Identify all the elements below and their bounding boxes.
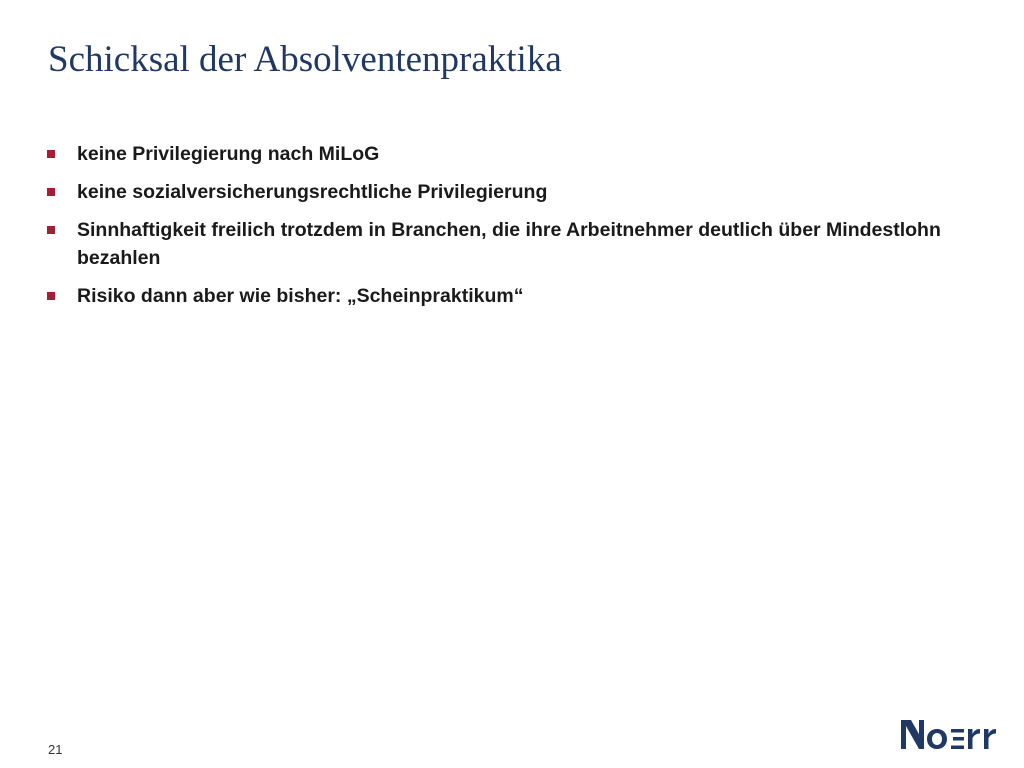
square-bullet-icon bbox=[47, 226, 55, 234]
square-bullet-icon bbox=[47, 292, 55, 300]
bullet-text: keine sozialversicherungsrechtliche Privilegierung bbox=[77, 181, 548, 203]
noerr-logo bbox=[900, 712, 1006, 756]
bullet-item bbox=[47, 216, 967, 272]
bullet-item bbox=[47, 178, 967, 206]
bullet-text: keine Privilegierung nach MiLoG bbox=[77, 143, 380, 165]
page-number: 21 bbox=[48, 742, 63, 757]
bullet-list bbox=[47, 140, 967, 320]
square-bullet-icon bbox=[47, 188, 55, 196]
slide-title: Schicksal der Absolventenpraktika bbox=[48, 39, 562, 80]
square-bullet-icon bbox=[47, 150, 55, 158]
bullet-item bbox=[47, 140, 967, 168]
bullet-text: Risiko dann aber wie bisher: „Scheinpraktikum“ bbox=[77, 285, 524, 307]
bullet-text: Sinnhaftigkeit freilich trotzdem in Branchen, die ihre Arbeitnehmer deutlich über Mindestlohn bezahlen bbox=[77, 219, 941, 269]
bullet-item bbox=[47, 282, 967, 310]
